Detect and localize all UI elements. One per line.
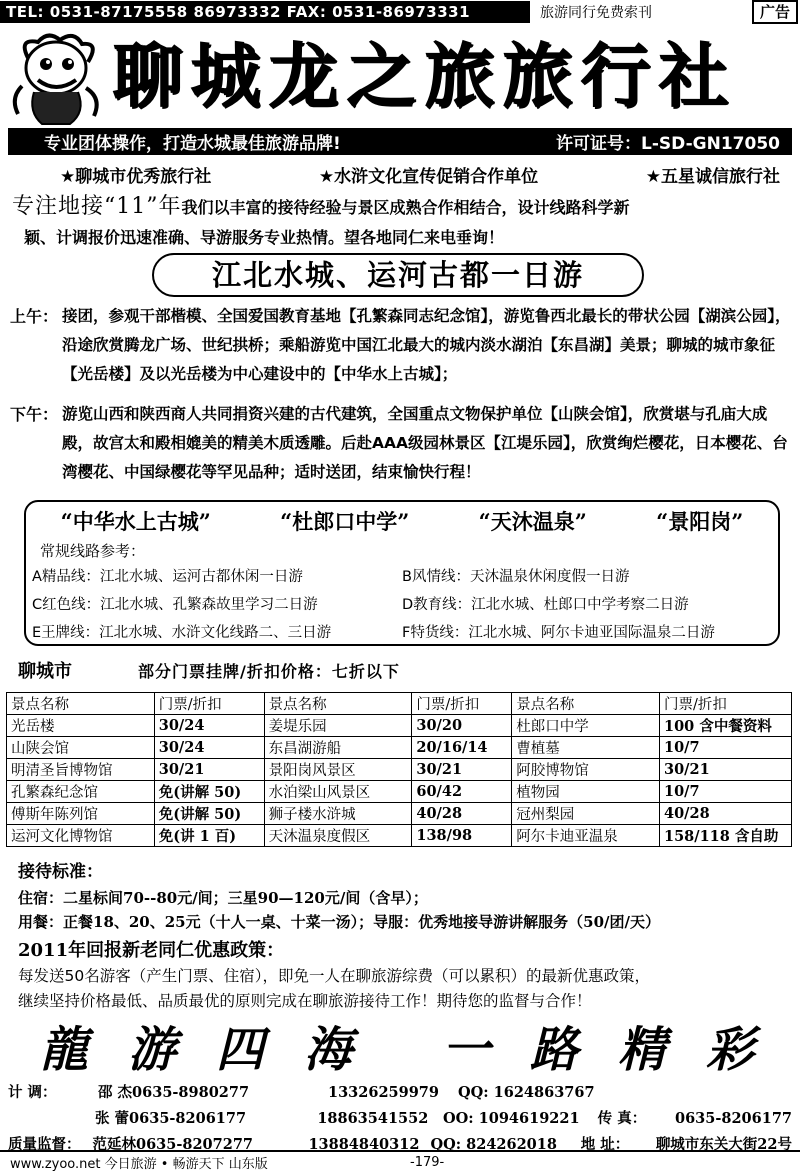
table-row [7,715,792,737]
itinerary-text: 接团，参观干部楷模、全国爱国教育基地【孔繁森同志纪念馆】，游览鲁西北最长的带状公园【湖滨公园】，沿途欣赏腾龙广场、世纪拱桥；乘船游览中国江北最大的城内淡水湖泊【东昌湖】美景；聊城的城市象征【光岳楼】及以光岳楼为中心建设中的【中华水上古城】； [62,307,791,383]
motto-right [442,1022,760,1078]
table-row [7,759,792,781]
dragon-logo-icon [8,28,104,128]
ticket-price: 158/118 含自助 [660,825,792,847]
page-footer [0,1150,800,1172]
page-number: -179- [410,1154,445,1170]
license-number: 许可证号：L-SD-GN17050 [556,134,780,154]
footer-site: www.zyoo.net 今日旅游 • 畅游天下 山东版 [10,1156,268,1172]
motto-char: 一 [441,1022,496,1078]
honor-item: ★五星诚信旅行社 [645,167,780,187]
intro-line1: 我们以丰富的接待经验与景区成熟合作相结合，设计线路科学新 [181,198,630,217]
ticket-price: 40/28 [412,803,512,825]
ticket-price: 10/7 [660,737,792,759]
table-row [7,781,792,803]
contact-role: 计 调： [8,1084,57,1101]
table-row [7,803,792,825]
contact-qq: QQ: 824262018 [430,1136,557,1153]
ticket-price: 40/28 [660,803,792,825]
spot-name: 曹植墓 [512,737,660,759]
route-item: E王牌线：江北水城、水浒文化线路二、三日游 [32,625,332,641]
ticket-price: 100 含中餐资料 [660,715,792,737]
itinerary-tag: 上午： [10,307,59,326]
contact-extra-label: 地 址： [580,1136,630,1153]
ticket-price: 60/42 [412,781,512,803]
contact-extra-label: 传 真： [597,1110,647,1127]
column-header: 景点名称 [512,693,660,715]
highlights-box [24,500,780,646]
itinerary-morning [10,302,792,389]
table-row [7,825,792,847]
policy-line: 继续坚持价格最低、品质最优的原则完成在聊旅游接待工作！期待您的监督与合作！ [18,992,592,1010]
attraction-item: “中华水上古城” [60,509,211,534]
spot-name: 运河文化博物馆 [7,825,155,847]
column-header: 门票/折扣 [154,693,264,715]
contact-qq: OO: 1094619221 [443,1110,580,1127]
contact-block [8,1080,792,1158]
spot-name: 植物园 [512,781,660,803]
spot-name: 阿尔卡迪亚温泉 [512,825,660,847]
contact-mobile: 13884840312 [308,1136,420,1153]
spot-name: 姜堤乐园 [264,715,412,737]
routes-subtitle: 常规线路参考： [40,542,146,560]
spot-name: 山陕会馆 [7,737,155,759]
route-title: 江北水城、运河古都一日游 [152,253,644,297]
intro-lead: 专注地接“11”年 [12,194,182,219]
honor-item: ★水浒文化宣传促销合作单位 [318,167,539,187]
contact-qq: QQ: 1624863767 [458,1084,595,1101]
table-row [7,737,792,759]
ticket-price: 30/21 [412,759,512,781]
route-item: F特货线：江北水城、阿尔卡迪亚国际温泉二日游 [402,625,715,641]
ticket-price: 免(讲解 50) [154,803,264,825]
contact-role: 质量监督： [8,1136,81,1153]
ticket-price: 30/24 [154,737,264,759]
top-bar [0,0,800,24]
route-list [32,564,776,646]
spot-name: 冠州梨园 [512,803,660,825]
tagline-ribbon [8,128,792,155]
attraction-list [26,506,778,536]
service-standards [18,858,788,934]
spot-name: 杜郎口中学 [512,715,660,737]
ticket-desc: 部分门票挂牌/折扣价格：七折以下 [138,661,400,681]
contact-phone: 范延林0635-8207277 [92,1136,253,1153]
motto-char: 海 [304,1022,359,1078]
spot-name: 天沐温泉度假区 [264,825,412,847]
contact-mobile: 18863541552 [317,1110,429,1127]
motto-left [40,1022,358,1078]
route-item: B风情线：天沐温泉休闲度假一日游 [402,569,630,585]
contact-extra-value: 聊城市东关大街22号 [655,1136,792,1153]
ticket-price: 10/7 [660,781,792,803]
agency-name: 聊城龙之旅旅行社 [112,34,736,117]
contact-phone: 张 蕾0635-8206177 [95,1110,247,1127]
ticket-price: 20/16/14 [412,737,512,759]
column-header: 门票/折扣 [660,693,792,715]
honor-item: ★聊城市优秀旅行社 [60,167,212,187]
attraction-item: “杜郎口中学” [280,509,410,534]
attraction-item: “天沐温泉” [478,509,587,534]
policy-heading: 2011年回报新老同仁优惠政策： [18,940,285,961]
spot-name: 东昌湖游船 [264,737,412,759]
tagline: 专业团体操作，打造水城最佳旅游品牌! [44,134,341,154]
motto-char: 龍 [40,1022,95,1078]
ticket-price: 30/24 [154,715,264,737]
spot-name: 傅斯年陈列馆 [7,803,155,825]
contact-role [8,1106,95,1132]
contact-row [8,1080,792,1106]
itinerary-text: 游览山西和陕西商人共同捐资兴建的古代建筑，全国重点文物保护单位【山陕会馆】，欣赏堪与孔庙大成殿，故宫太和殿相媲美的精美木质透雕。后赴AAA级园林景区【江堤乐园】，欣赏绚烂樱花，日本樱花、台湾樱花、中国绿樱花等罕见品种；适时送团，结束愉快行程！ [62,405,788,481]
spot-name: 水泊梁山风景区 [264,781,412,803]
column-header: 景点名称 [7,693,155,715]
contact-phone: 邵 杰0635-8980277 [98,1084,250,1101]
contact-mobile: 13326259979 [328,1084,439,1101]
standards-heading: 接待标准： [18,862,103,882]
honors-list [60,162,780,187]
ticket-price: 30/21 [660,759,792,781]
column-header: 门票/折扣 [412,693,512,715]
spot-name: 狮子楼水浒城 [264,803,412,825]
table-header-row [7,693,792,715]
ad-badge: 广告 [752,0,798,24]
motto-char: 路 [529,1022,584,1078]
attraction-item: “景阳岗” [656,509,744,534]
ticket-price: 30/21 [154,759,264,781]
route-item: D教育线：江北水城、杜郎口中学考察二日游 [402,597,689,613]
standards-lodging: 住宿：二星标间70--80元/间；三星90—120元/间（含早）； [18,889,428,907]
policy-line: 每发送50名游客（产生门票、住宿），即免一人在聊旅游综费（可以累积）的最新优惠政策， [18,967,650,985]
ticket-price: 免(讲解 50) [154,781,264,803]
ticket-city: 聊城市 [18,661,72,682]
itinerary-afternoon [10,400,792,487]
intro-paragraph [12,192,788,253]
calligraphy-motto [40,1022,760,1078]
motto-char: 精 [617,1022,672,1078]
spot-name: 阿胶博物馆 [512,759,660,781]
intro-line2: 颖、计调报价迅速准确、导游服务专业热情。望各地同仁来电垂询！ [24,228,505,247]
motto-char: 四 [216,1022,271,1078]
ticket-price: 138/98 [412,825,512,847]
contact-row [8,1106,792,1132]
ticket-price: 30/20 [412,715,512,737]
spot-name: 孔繁森纪念馆 [7,781,155,803]
route-item: A精品线：江北水城、运河古都休闲一日游 [32,569,303,585]
spot-name: 景阳岗风景区 [264,759,412,781]
top-contact: TEL: 0531-87175558 86973332 FAX: 0531-86973331 [0,1,530,23]
column-header: 景点名称 [264,693,412,715]
motto-char: 游 [128,1022,183,1078]
spot-name: 明清圣旨博物馆 [7,759,155,781]
policy-section [18,938,788,1014]
contact-extra-value: 0635-8206177 [675,1110,792,1127]
route-item: C红色线：江北水城、孔繁森故里学习二日游 [32,597,318,613]
motto-char: 彩 [705,1022,760,1078]
itinerary-tag: 下午： [10,405,59,424]
ticket-price: 免(讲 1 百) [154,825,264,847]
ticket-heading [18,657,778,683]
top-slogan: 旅游同行免费索刊 [540,5,652,21]
spot-name: 光岳楼 [7,715,155,737]
ticket-table [6,692,792,847]
standards-meals: 用餐：正餐18、20、25元（十人一桌、十菜一汤）；导服：优秀地接导游讲解服务（50/团/天） [18,913,660,931]
